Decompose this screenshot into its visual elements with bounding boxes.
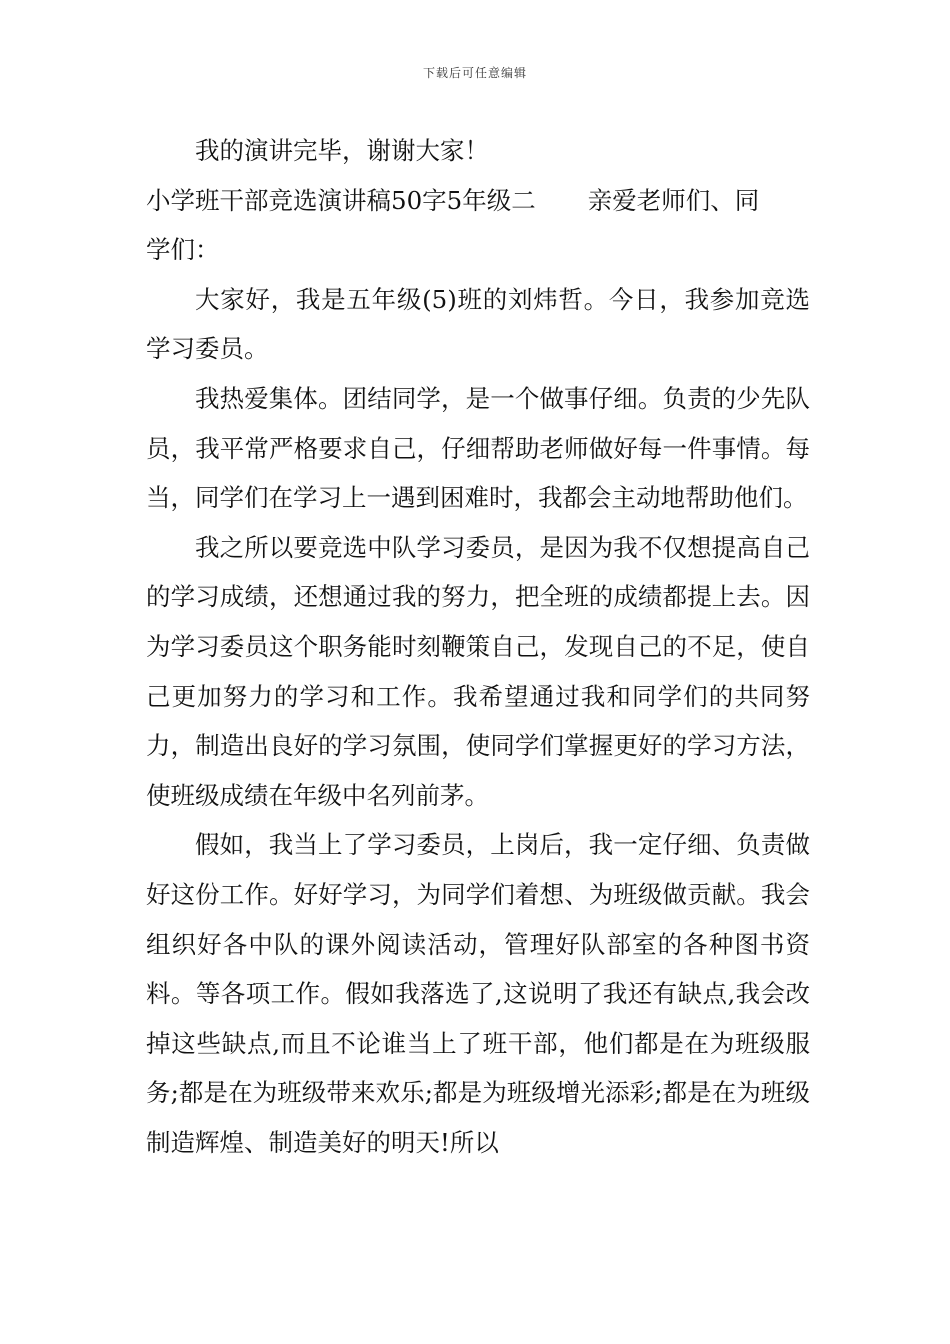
- greeting-part-1: 亲爱老师们、同: [587, 185, 760, 215]
- greeting-part-2: 学们：: [146, 235, 220, 265]
- header-note: 下载后可任意编辑: [422, 66, 527, 80]
- paragraph-1: 大家好，我是五年级(5)班的刘炜哲。今日，我参加竞选学习委员。: [146, 284, 810, 364]
- speech-title-line: [146, 176, 810, 226]
- paragraph-3: 我之所以要竞选中队学习委员，是因为我不仅想提高自己的学习成绩，还想通过我的努力，把全班的成绩都提上去。因为学习委员这个职务能时刻鞭策自己，发现自己的不足，使自己更加努力的学习和工作。我希望通过我和同学们的共同努力，制造出良好的学习氛围，使同学们掌握更好的学习方法，使班级成绩在年级中名列前茅。: [146, 532, 810, 810]
- paragraph-4: 假如，我当上了学习委员，上岗后，我一定仔细、负责做好这份工作。好好学习，为同学们着想、为班级做贡献。我会组织好各中队的课外阅读活动，管理好队部室的各种图书资料。等各项工作。假如我落选了,这说明了我还有缺点,我会改掉这些缺点,而且不论谁当上了班干部，他们都是在为班级服务;都是在为班级带来欢乐;都是为班级增光添彩;都是在为班级制造辉煌、制造美好的明天!所以: [146, 830, 810, 1157]
- speech-title: 小学班干部竞选演讲稿50字5年级二: [146, 185, 536, 215]
- paragraph-2: 我热爱集体。团结同学，是一个做事仔细。负责的少先队员，我平常严格要求自己，仔细帮助老师做好每一件事情。每当，同学们在学习上一遇到困难时，我都会主动地帮助他们。: [146, 383, 810, 513]
- document-body: [146, 126, 810, 1167]
- closing-line: 我的演讲完毕，谢谢大家！: [195, 136, 489, 165]
